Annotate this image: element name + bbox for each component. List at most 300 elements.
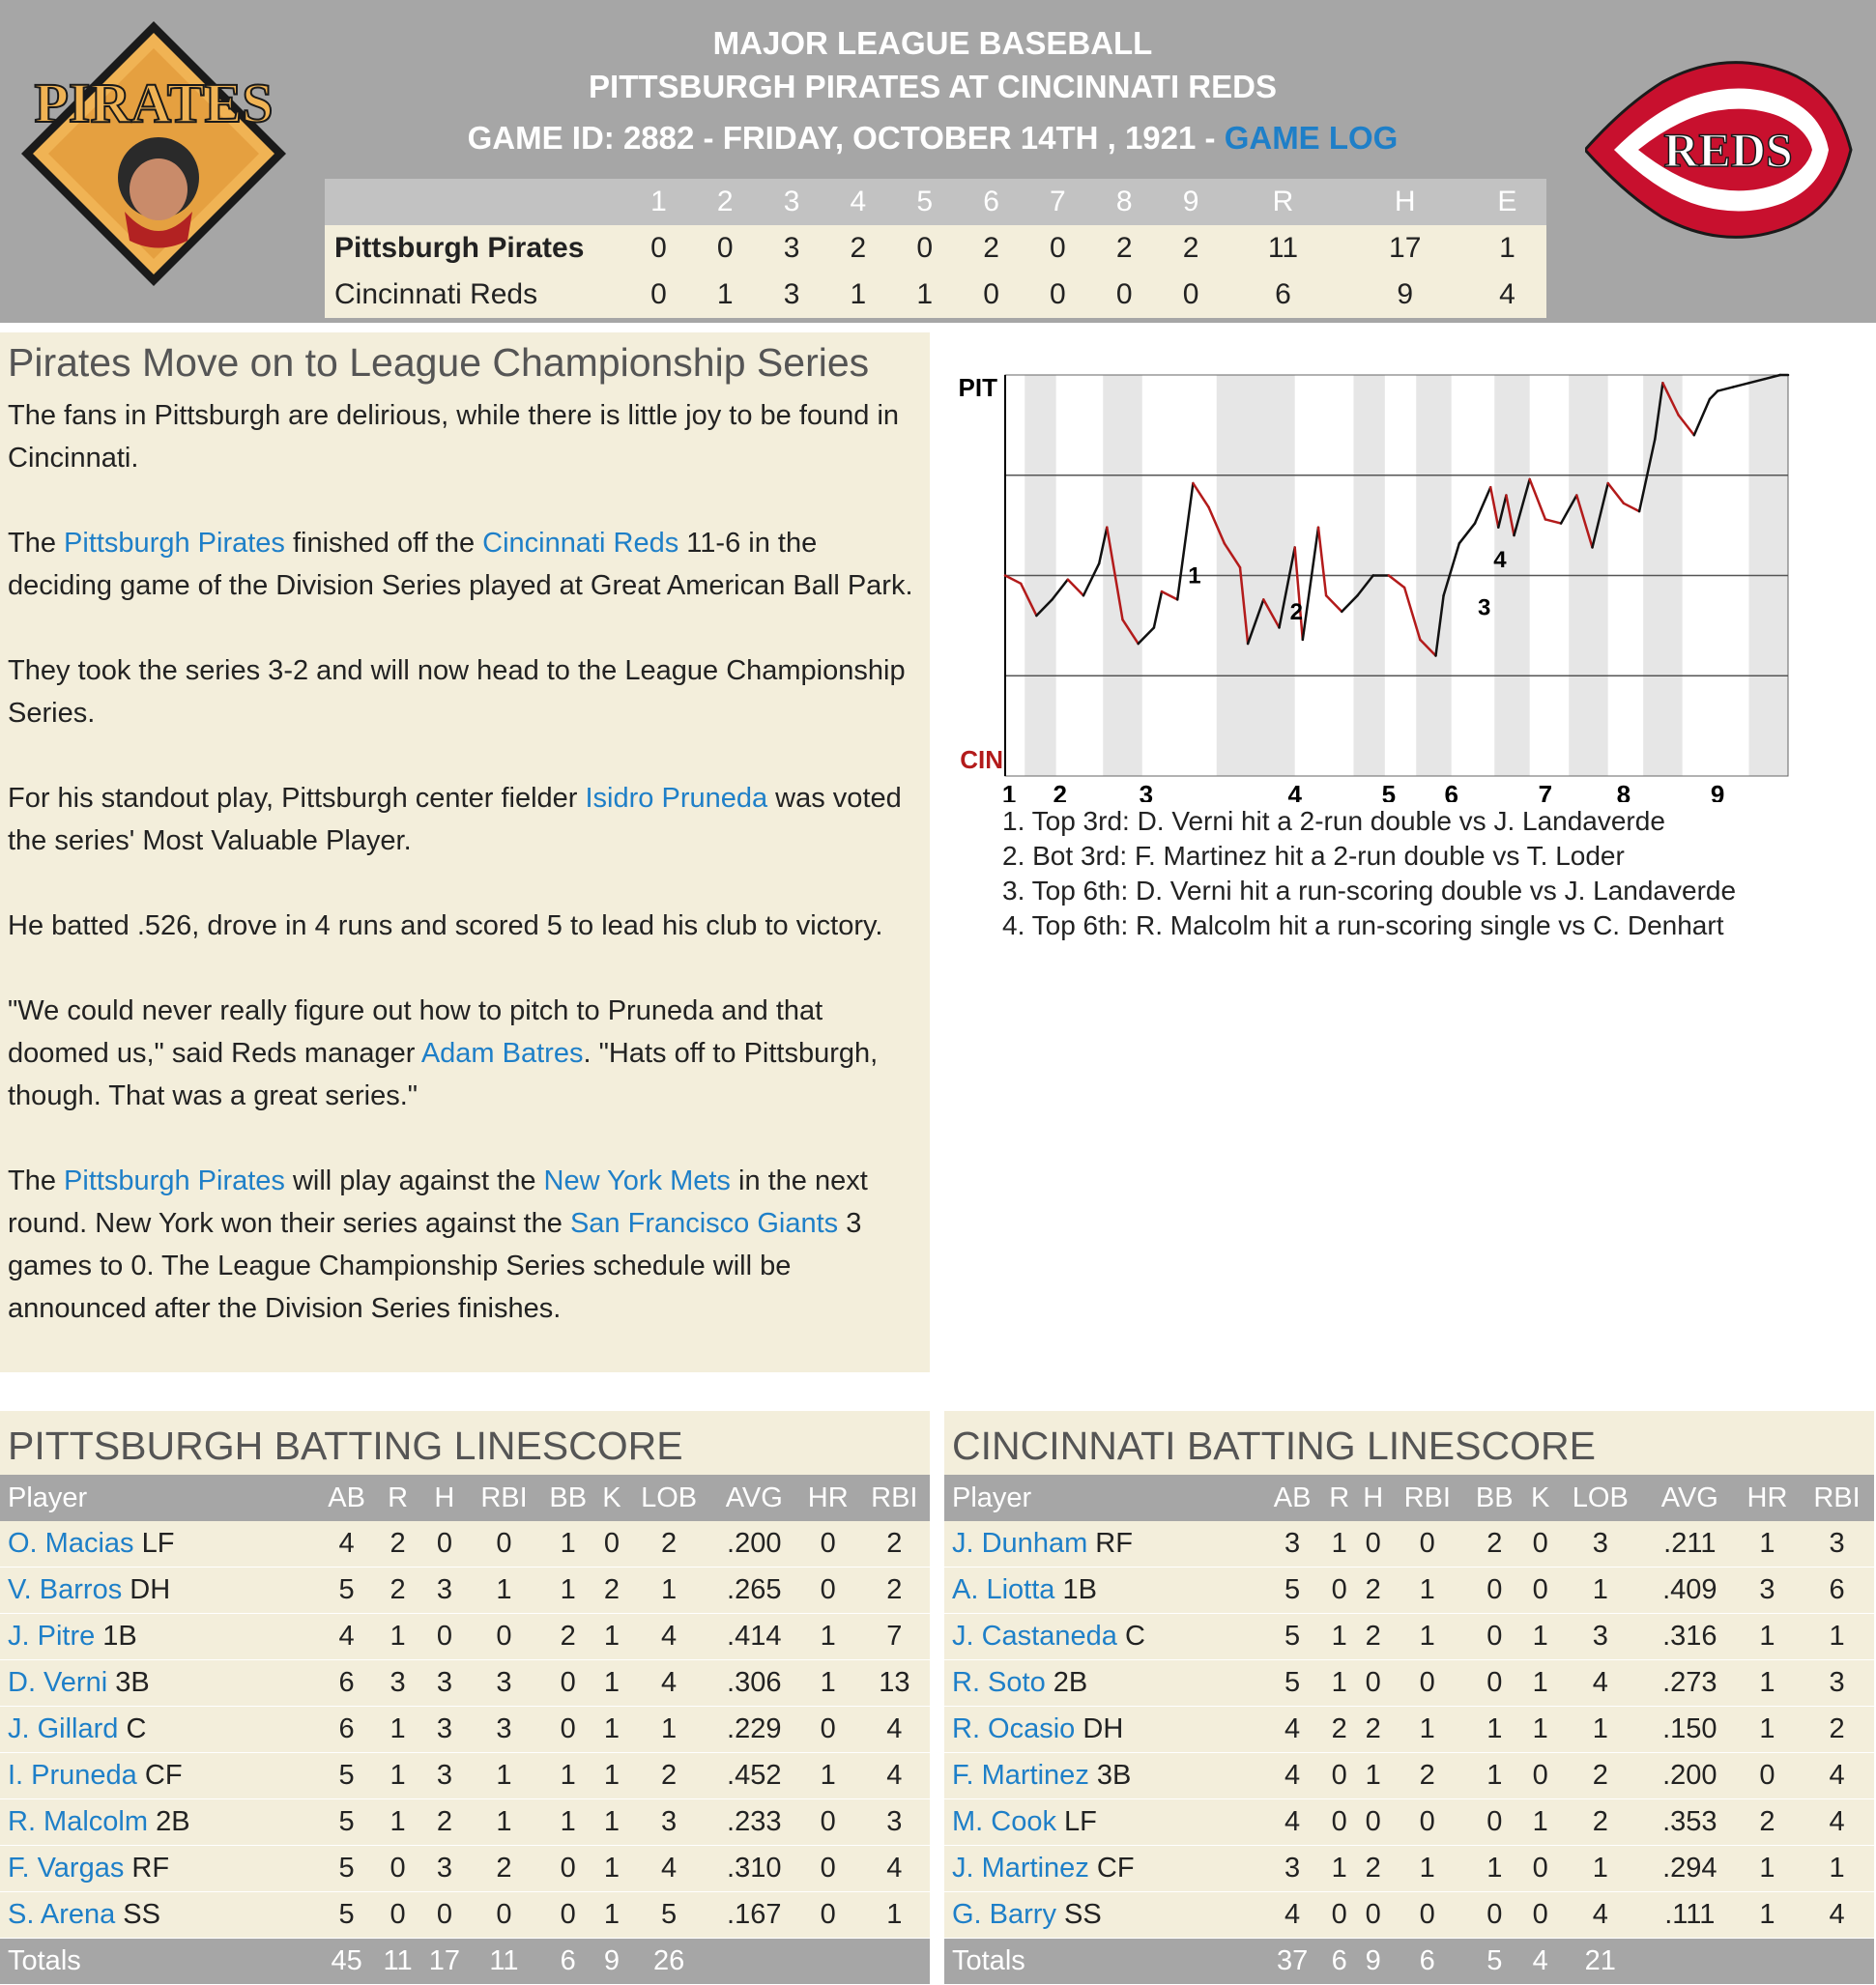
stat-cell: 1 xyxy=(596,1846,626,1892)
win-prob-segment xyxy=(1389,576,1404,588)
stat-cell: 1 xyxy=(1735,1614,1800,1660)
totals-cell: 6 xyxy=(1390,1939,1464,1985)
batting-header-row xyxy=(944,1475,1874,1521)
stat-cell: 2 xyxy=(420,1799,469,1846)
stat-cell: 2 xyxy=(1356,1568,1390,1614)
stat-cell: 3 xyxy=(1800,1521,1874,1568)
stat-cell: 2 xyxy=(859,1521,930,1568)
column-header: K xyxy=(1524,1475,1556,1521)
inning-header: 8 xyxy=(1091,179,1158,225)
stat-cell: 1 xyxy=(1800,1846,1874,1892)
team-name: Cincinnati Reds xyxy=(325,272,625,318)
stat-cell: 1 xyxy=(1322,1660,1356,1707)
player-link[interactable]: J. Martinez xyxy=(952,1853,1089,1884)
column-header: LOB xyxy=(1556,1475,1645,1521)
player-cell xyxy=(0,1568,318,1614)
player-cell xyxy=(944,1521,1262,1568)
runs-header: R xyxy=(1224,179,1342,225)
stat-cell: 0 xyxy=(1356,1892,1390,1939)
player-link[interactable]: J. Castaneda xyxy=(952,1621,1117,1652)
story-text: For his standout play, Pittsburgh center fielder xyxy=(8,783,586,814)
stat-cell: 0 xyxy=(1322,1753,1356,1799)
chart-annotation: 3. Top 6th: D. Verni hit a run-scoring double vs J. Landaverde xyxy=(1002,876,1737,906)
inning-tick-label: 8 xyxy=(1616,780,1631,802)
win-prob-segment xyxy=(1545,519,1561,523)
batting-table xyxy=(0,1475,930,1985)
stat-cell: .265 xyxy=(711,1568,797,1614)
win-prob-segment xyxy=(1154,591,1162,627)
league-title: MAJOR LEAGUE BASEBALL xyxy=(712,25,1153,61)
stat-cell: 0 xyxy=(539,1707,596,1753)
totals-cell: 5 xyxy=(1464,1939,1524,1985)
team-link-pirates[interactable]: Pittsburgh Pirates xyxy=(64,1165,285,1196)
totals-row xyxy=(0,1939,930,1985)
stat-cell: 1 xyxy=(1735,1846,1800,1892)
event-marker: 3 xyxy=(1478,594,1491,621)
stat-cell: 0 xyxy=(596,1521,626,1568)
story-text: "We could never really figure out how to pitch to Pruneda and that doomed us," said Reds manager xyxy=(8,995,823,1069)
stat-cell: 3 xyxy=(420,1707,469,1753)
batter-row xyxy=(0,1614,930,1660)
stat-cell: 2 xyxy=(1390,1753,1464,1799)
stat-cell: 0 xyxy=(1390,1799,1464,1846)
player-cell xyxy=(0,1707,318,1753)
matchup-title: PITTSBURGH PIRATES AT CINCINNATI REDS xyxy=(589,69,1277,104)
stat-cell: 1 xyxy=(626,1568,710,1614)
game-log-link[interactable]: GAME LOG xyxy=(1224,120,1399,156)
story-paragraph: The fans in Pittsburgh are delirious, while there is little joy to be found in Cincinnati. xyxy=(8,400,900,474)
player-position: SS xyxy=(115,1899,160,1930)
player-link[interactable]: D. Verni xyxy=(8,1667,108,1698)
player-cell xyxy=(944,1892,1262,1939)
stat-cell: 1 xyxy=(539,1799,596,1846)
stat-cell: 1 xyxy=(797,1614,859,1660)
stat-cell: 0 xyxy=(539,1660,596,1707)
totals-cell: 4 xyxy=(1524,1939,1556,1985)
batter-row xyxy=(0,1892,930,1939)
totals-cell xyxy=(859,1939,930,1985)
player-link[interactable]: S. Arena xyxy=(8,1899,116,1930)
batter-row xyxy=(0,1707,930,1753)
inning-header: 9 xyxy=(1158,179,1225,225)
stat-cell: 0 xyxy=(1464,1568,1524,1614)
player-position: 1B xyxy=(1054,1574,1097,1605)
stat-cell: 1 xyxy=(596,1799,626,1846)
stat-cell: 1 xyxy=(469,1568,539,1614)
player-link[interactable]: F. Martinez xyxy=(952,1760,1089,1791)
player-position: SS xyxy=(1055,1899,1102,1930)
stat-cell: 1 xyxy=(1464,1753,1524,1799)
stat-cell: 0 xyxy=(469,1521,539,1568)
stat-cell: 2 xyxy=(626,1521,710,1568)
win-prob-segment xyxy=(1068,580,1083,596)
linescore-cell: 2 xyxy=(824,225,891,272)
player-cell xyxy=(944,1614,1262,1660)
inning-header: 2 xyxy=(692,179,759,225)
column-header: HR xyxy=(797,1475,859,1521)
batter-row xyxy=(0,1799,930,1846)
linescore-cell: 0 xyxy=(891,225,958,272)
stat-cell: .306 xyxy=(711,1660,797,1707)
player-cell xyxy=(0,1660,318,1707)
story-paragraph xyxy=(8,1160,922,1330)
stat-cell: 2 xyxy=(469,1846,539,1892)
stat-cell: 5 xyxy=(1262,1614,1322,1660)
totals-cell: 11 xyxy=(469,1939,539,1985)
manager-link-batres[interactable]: Adam Batres xyxy=(420,1038,584,1069)
team-link-reds[interactable]: Cincinnati Reds xyxy=(482,528,679,559)
stat-cell: 4 xyxy=(1262,1799,1322,1846)
totals-cell: 45 xyxy=(318,1939,375,1985)
stat-cell: 0 xyxy=(797,1521,859,1568)
stat-cell: 3 xyxy=(1556,1521,1645,1568)
totals-row xyxy=(944,1939,1874,1985)
stat-cell: 2 xyxy=(539,1614,596,1660)
player-cell xyxy=(944,1707,1262,1753)
stat-cell: 3 xyxy=(1556,1614,1645,1660)
player-link[interactable]: R. Soto xyxy=(952,1667,1046,1698)
totals-cell xyxy=(711,1939,797,1985)
story-text: . "Hats off to Pittsburgh, though. That was a great series." xyxy=(8,1038,879,1111)
win-prob-segment xyxy=(1295,547,1303,639)
stat-cell: 1 xyxy=(1524,1614,1556,1660)
stat-cell: .452 xyxy=(711,1753,797,1799)
batter-row xyxy=(0,1753,930,1799)
player-link-pruneda[interactable]: Isidro Pruneda xyxy=(585,783,768,814)
linescore-cell: 1 xyxy=(891,272,958,318)
svg-text:PIRATES: PIRATES xyxy=(34,72,274,134)
stat-cell: 1 xyxy=(1390,1707,1464,1753)
stat-cell: 2 xyxy=(375,1521,420,1568)
batter-row xyxy=(0,1568,930,1614)
player-link[interactable]: J. Pitre xyxy=(8,1621,96,1652)
linescore-team-header xyxy=(325,179,625,225)
linescore-cell: 0 xyxy=(1091,272,1158,318)
column-header: Player xyxy=(0,1475,318,1521)
player-position: RF xyxy=(124,1853,170,1884)
stat-cell: 1 xyxy=(539,1521,596,1568)
stat-cell: 5 xyxy=(1262,1568,1322,1614)
player-link[interactable]: G. Barry xyxy=(952,1899,1056,1930)
story-text: The xyxy=(8,1165,65,1196)
team-link-pirates[interactable]: Pittsburgh Pirates xyxy=(64,528,285,559)
linescore-cell: 0 xyxy=(692,225,759,272)
stat-cell: 1 xyxy=(596,1614,626,1660)
stat-cell: 1 xyxy=(1524,1660,1556,1707)
win-prob-segment xyxy=(1710,391,1717,399)
stat-cell: .409 xyxy=(1645,1568,1735,1614)
stat-cell: 2 xyxy=(626,1753,710,1799)
stat-cell: .150 xyxy=(1645,1707,1735,1753)
game-id-text: GAME ID: 2882 - FRIDAY, OCTOBER 14TH , 1921 - xyxy=(467,120,1225,156)
stat-cell: 4 xyxy=(1800,1799,1874,1846)
batter-row xyxy=(0,1660,930,1707)
totals-cell: 37 xyxy=(1262,1939,1322,1985)
win-prob-segment xyxy=(1303,528,1318,640)
linescore-cell: 0 xyxy=(1025,225,1091,272)
stat-cell: 5 xyxy=(318,1753,375,1799)
stat-cell: 0 xyxy=(1524,1521,1556,1568)
player-position: DH xyxy=(122,1574,171,1605)
stat-cell: 0 xyxy=(469,1892,539,1939)
stat-cell: 2 xyxy=(1356,1707,1390,1753)
stat-cell: 1 xyxy=(859,1892,930,1939)
win-prob-segment xyxy=(1608,483,1624,503)
batter-row xyxy=(0,1521,930,1568)
column-header: RBI xyxy=(1800,1475,1874,1521)
stat-cell: 1 xyxy=(375,1799,420,1846)
stat-cell: 1 xyxy=(375,1753,420,1799)
batting-title: CINCINNATI BATTING LINESCORE xyxy=(952,1424,1596,1468)
stat-cell: 0 xyxy=(1356,1799,1390,1846)
player-link[interactable]: O. Macias xyxy=(8,1528,134,1559)
stat-cell: 0 xyxy=(797,1568,859,1614)
stat-cell: 3 xyxy=(469,1660,539,1707)
column-header: AB xyxy=(318,1475,375,1521)
linescore-cell: 2 xyxy=(958,225,1025,272)
story-text: in the next round. New York won their series against the xyxy=(8,1165,868,1239)
story-text: will play against the xyxy=(284,1165,544,1196)
team-link-mets[interactable]: New York Mets xyxy=(543,1165,731,1196)
stat-cell: 0 xyxy=(1524,1892,1556,1939)
stat-cell: 2 xyxy=(1464,1521,1524,1568)
column-header: H xyxy=(1356,1475,1390,1521)
stat-cell: 0 xyxy=(420,1614,469,1660)
player-position: DH xyxy=(1075,1713,1124,1744)
player-link[interactable]: F. Vargas xyxy=(8,1853,125,1884)
stat-cell: 1 xyxy=(469,1753,539,1799)
chart-annotation: 2. Bot 3rd: F. Martinez hit a 2-run double vs T. Loder xyxy=(1002,841,1625,871)
stat-cell: 4 xyxy=(1556,1892,1645,1939)
stat-cell: 4 xyxy=(1262,1753,1322,1799)
stat-cell: 6 xyxy=(318,1660,375,1707)
player-position: LF xyxy=(133,1528,175,1559)
stat-cell: 1 xyxy=(375,1707,420,1753)
stat-cell: 0 xyxy=(1524,1568,1556,1614)
player-link[interactable]: J. Gillard xyxy=(8,1713,119,1744)
story-paragraph: He batted .526, drove in 4 runs and scored 5 to lead his club to victory. xyxy=(8,910,883,941)
stat-cell: 4 xyxy=(318,1614,375,1660)
linescore-cell: 9 xyxy=(1342,272,1468,318)
column-header: AVG xyxy=(1645,1475,1735,1521)
column-header: RBI xyxy=(469,1475,539,1521)
linescore-cell: 0 xyxy=(625,225,692,272)
stat-cell: 1 xyxy=(1735,1660,1800,1707)
top-team-label: PIT xyxy=(958,373,997,402)
chart-annotation: 4. Top 6th: R. Malcolm hit a run-scoring single vs C. Denhart xyxy=(1002,910,1724,940)
stat-cell: 1 xyxy=(596,1753,626,1799)
stat-cell: 0 xyxy=(797,1799,859,1846)
stat-cell: 0 xyxy=(1390,1521,1464,1568)
column-header: BB xyxy=(539,1475,596,1521)
svg-text:REDS: REDS xyxy=(1663,123,1793,177)
win-prob-segment xyxy=(1083,563,1099,595)
stat-cell: 1 xyxy=(1556,1846,1645,1892)
chart-annotation: 1. Top 3rd: D. Verni hit a 2-run double vs J. Landaverde xyxy=(1002,806,1665,836)
inning-tick-label: 5 xyxy=(1381,780,1397,802)
stat-cell: 2 xyxy=(1556,1799,1645,1846)
player-cell xyxy=(944,1799,1262,1846)
column-header: AVG xyxy=(711,1475,797,1521)
totals-cell: 26 xyxy=(626,1939,710,1985)
stat-cell: 5 xyxy=(626,1892,710,1939)
player-link[interactable]: M. Cook xyxy=(952,1806,1056,1837)
stat-cell: 0 xyxy=(1464,1614,1524,1660)
column-header: LOB xyxy=(626,1475,710,1521)
bottom-team-label: CIN xyxy=(960,745,1003,774)
stat-cell: 4 xyxy=(626,1614,710,1660)
batter-row xyxy=(944,1614,1874,1660)
inning-header: 3 xyxy=(759,179,825,225)
column-header: RBI xyxy=(859,1475,930,1521)
team-link-giants[interactable]: San Francisco Giants xyxy=(569,1208,839,1239)
inning-tick-label: 2 xyxy=(1053,780,1067,802)
linescore-cell: 0 xyxy=(958,272,1025,318)
stat-cell: 1 xyxy=(1524,1707,1556,1753)
stat-cell: 5 xyxy=(318,1846,375,1892)
stat-cell: 0 xyxy=(1390,1892,1464,1939)
linescore-cell: 2 xyxy=(1158,225,1225,272)
stat-cell: 0 xyxy=(1464,1892,1524,1939)
batter-row xyxy=(944,1660,1874,1707)
win-prob-segment xyxy=(1694,399,1710,435)
stat-cell: 0 xyxy=(1524,1753,1556,1799)
player-link[interactable]: A. Liotta xyxy=(952,1574,1055,1605)
batter-row xyxy=(944,1799,1874,1846)
stat-cell: 5 xyxy=(1262,1660,1322,1707)
story-paragraph xyxy=(8,522,922,607)
player-link[interactable]: J. Dunham xyxy=(952,1528,1088,1559)
totals-cell: 11 xyxy=(375,1939,420,1985)
player-link[interactable]: R. Malcolm xyxy=(8,1806,149,1837)
stat-cell: 1 xyxy=(1735,1521,1800,1568)
batter-row xyxy=(944,1521,1874,1568)
win-prob-segment xyxy=(1624,503,1639,511)
linescore-cell: 11 xyxy=(1224,225,1342,272)
stat-cell: 4 xyxy=(1262,1892,1322,1939)
stat-cell: .200 xyxy=(1645,1753,1735,1799)
stat-cell: 3 xyxy=(420,1660,469,1707)
stat-cell: .294 xyxy=(1645,1846,1735,1892)
stat-cell: .310 xyxy=(711,1846,797,1892)
stat-cell: 0 xyxy=(1356,1521,1390,1568)
stat-cell: 1 xyxy=(1556,1707,1645,1753)
stat-cell: 4 xyxy=(1800,1753,1874,1799)
win-prob-segment xyxy=(1162,591,1177,599)
story-text: The xyxy=(8,528,65,559)
stat-cell: 0 xyxy=(1464,1660,1524,1707)
stat-cell: 0 xyxy=(1390,1660,1464,1707)
player-position: RF xyxy=(1087,1528,1133,1559)
win-prob-segment xyxy=(1530,479,1545,520)
column-header: K xyxy=(596,1475,626,1521)
batter-row xyxy=(0,1846,930,1892)
inning-header: 1 xyxy=(625,179,692,225)
pirates-logo xyxy=(14,14,294,294)
stat-cell: .273 xyxy=(1645,1660,1735,1707)
player-cell xyxy=(0,1892,318,1939)
linescore-header-row xyxy=(325,179,1546,225)
stat-cell: 6 xyxy=(1800,1568,1874,1614)
story-paragraph: They took the series 3-2 and will now head to the League Championship Series. xyxy=(8,655,906,729)
inning-tick-label: 3 xyxy=(1139,780,1154,802)
stat-cell: .233 xyxy=(711,1799,797,1846)
inning-header: 5 xyxy=(891,179,958,225)
stat-cell: 3 xyxy=(859,1799,930,1846)
stat-cell: 3 xyxy=(420,1753,469,1799)
stat-cell: 4 xyxy=(859,1846,930,1892)
batter-row xyxy=(944,1707,1874,1753)
player-cell xyxy=(0,1753,318,1799)
event-marker: 4 xyxy=(1493,546,1507,573)
player-cell xyxy=(944,1753,1262,1799)
column-header: H xyxy=(420,1475,469,1521)
stat-cell: 0 xyxy=(375,1892,420,1939)
batting-header-row xyxy=(0,1475,930,1521)
column-header: AB xyxy=(1262,1475,1322,1521)
player-link[interactable]: I. Pruneda xyxy=(8,1760,137,1791)
batter-row xyxy=(944,1568,1874,1614)
stat-cell: 0 xyxy=(469,1614,539,1660)
win-prob-segment xyxy=(1459,524,1475,544)
stat-cell: 1 xyxy=(1322,1614,1356,1660)
linescore-table xyxy=(325,179,1546,318)
story-text: finished off the xyxy=(284,528,483,559)
stat-cell: 4 xyxy=(1262,1707,1322,1753)
totals-cell xyxy=(1800,1939,1874,1985)
stat-cell: 13 xyxy=(859,1660,930,1707)
inning-tick-label: 7 xyxy=(1538,780,1553,802)
linescore-row-home xyxy=(325,272,1546,318)
stat-cell: 3 xyxy=(420,1568,469,1614)
game-story xyxy=(0,332,930,1372)
totals-cell: 6 xyxy=(1322,1939,1356,1985)
player-position: 3B xyxy=(1088,1760,1132,1791)
stat-cell: 4 xyxy=(1556,1660,1645,1707)
stat-cell: 1 xyxy=(1390,1568,1464,1614)
stat-cell: 0 xyxy=(797,1846,859,1892)
stat-cell: 0 xyxy=(1322,1799,1356,1846)
stat-cell: .353 xyxy=(1645,1799,1735,1846)
game-info xyxy=(290,120,1575,157)
player-link[interactable]: R. Ocasio xyxy=(952,1713,1076,1744)
cincinnati-batting xyxy=(944,1411,1874,1985)
stat-cell: 0 xyxy=(797,1892,859,1939)
column-header: R xyxy=(375,1475,420,1521)
player-cell xyxy=(0,1614,318,1660)
player-link[interactable]: V. Barros xyxy=(8,1574,123,1605)
player-position: 2B xyxy=(148,1806,190,1837)
totals-label: Totals xyxy=(944,1939,1262,1985)
win-prob-segment xyxy=(1326,595,1342,612)
pittsburgh-batting xyxy=(0,1411,930,1985)
player-position: LF xyxy=(1055,1806,1097,1837)
team-name: Pittsburgh Pirates xyxy=(325,225,625,272)
linescore-cell: 6 xyxy=(1224,272,1342,318)
win-probability-chart xyxy=(942,358,1803,802)
batter-row xyxy=(944,1753,1874,1799)
stat-cell: 0 xyxy=(420,1892,469,1939)
stat-cell: .167 xyxy=(711,1892,797,1939)
win-prob-segment xyxy=(1733,383,1748,387)
stat-cell: 4 xyxy=(318,1521,375,1568)
totals-cell: 9 xyxy=(596,1939,626,1985)
totals-cell xyxy=(1735,1939,1800,1985)
stat-cell: 2 xyxy=(1356,1846,1390,1892)
stat-cell: 0 xyxy=(1464,1799,1524,1846)
stat-cell: 0 xyxy=(1322,1892,1356,1939)
batter-row xyxy=(944,1892,1874,1939)
